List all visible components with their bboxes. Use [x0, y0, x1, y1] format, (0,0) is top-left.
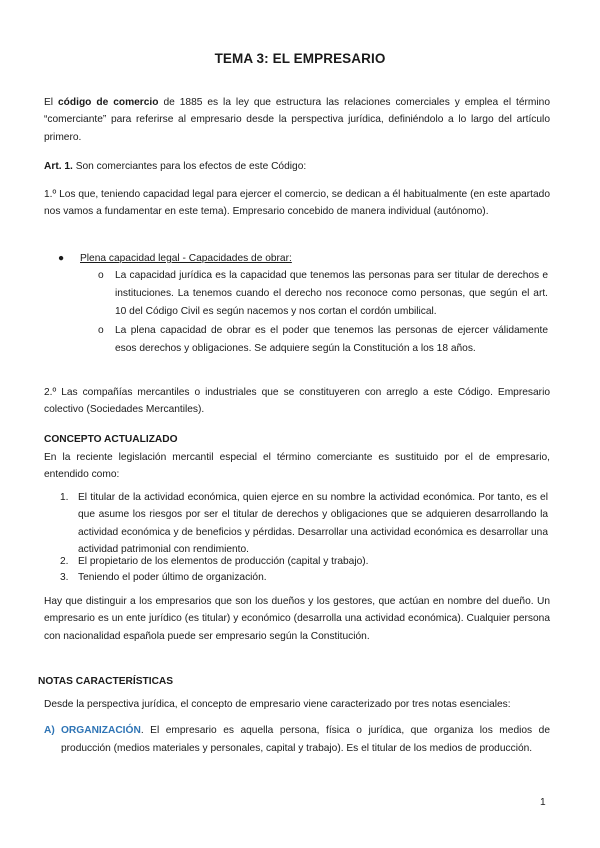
- notas-item-a-marker: A): [44, 725, 55, 736]
- point2-paragraph: 2.º Las compañías mercantiles o industriales que se constituyeren con arreglo a este Código. Empresario colectivo (Sociedades Mercantiles).: [44, 387, 550, 416]
- document-title: TEMA 3: EL EMPRESARIO: [214, 51, 386, 66]
- concepto-closing: Hay que distinguir a los empresarios que son los dueños y los gestores, que actúan en nombre del dueño. Un empresario es un ente jurídico (es titular) y económico (desarrolla una actividad económica). Cualquier persona con nacionalidad española puede ser empresario según la Constitución.: [44, 596, 550, 642]
- sub-item-text: La plena capacidad de obrar es el poder que tenemos las personas de ejercer válidamente esos derechos y obligaciones. Se adquiere según la Constitución a los 18 años.: [115, 325, 548, 355]
- concepto-intro: En la reciente legislación mercantil especial el término comerciante es sustituido por el de empresario, entendido como:: [44, 452, 550, 481]
- intro-text-end: de 1885 es la ley que estructura las relaciones comerciales y emplea el término “comerciante” para referirse al empresario desde la perspectiva jurídica, definiéndolo a lo largo del artículo primero.: [44, 97, 551, 143]
- concepto-item-number: 2.: [60, 556, 69, 567]
- concepto-item-text: Teniendo el poder último de organización.: [78, 572, 267, 583]
- art1-paragraph: [44, 158, 550, 175]
- page-number: 1: [540, 797, 546, 808]
- concepto-item-number: 1.: [60, 492, 69, 503]
- bullet-label: Plena capacidad legal - Capacidades de obrar:: [80, 253, 292, 264]
- notas-intro: Desde la perspectiva jurídica, el concepto de empresario viene caracterizado por tres notas esenciales:: [44, 699, 511, 710]
- concepto-item-number: 3.: [60, 572, 69, 583]
- art1-text: Son comerciantes para los efectos de este Código:: [72, 161, 307, 172]
- notas-item-a-keyword: ORGANIZACIÓN: [61, 725, 141, 736]
- art1-label: Art. 1.: [44, 161, 73, 172]
- notas-heading: NOTAS CARACTERÍSTICAS: [38, 676, 174, 687]
- intro-paragraph: [44, 94, 550, 146]
- intro-text-start: El: [44, 97, 59, 108]
- sub-item-marker: o: [98, 270, 104, 281]
- point1-paragraph: 1.º Los que, teniendo capacidad legal para ejercer el comercio, se dedican a él habitualmente (en este apartado nos vamos a fundamentar en este tema). Empresario concebido de manera individual (autónomo).: [44, 189, 550, 218]
- sub-item-marker: o: [98, 325, 104, 336]
- concepto-item-text: El propietario de los elementos de producción (capital y trabajo).: [78, 556, 369, 567]
- notas-item-a-text: [61, 722, 550, 758]
- sub-item-text: La capacidad jurídica es la capacidad que tenemos las personas para ser titular de derechos e instituciones. La tenemos cuando el derecho nos reconoce como personas, que según el art. 10 del Código Civil es según nacemos y nos cortan el cordón umbilical.: [115, 270, 548, 318]
- concepto-item-text: El titular de la actividad económica, quien ejerce en su nombre la actividad económica. Por tanto, es el que asume los riesgos por ser el titular de derechos y obligaciones que se adquieren desarrollando la actividad económica y de beneficios y pérdidas. Desarrollar una actividad económica es desarrollar una actividad patrimonial con rendimiento.: [78, 492, 548, 555]
- bullet-dot: ●: [58, 253, 65, 264]
- notas-item-a-body: . El empresario es aquella persona, física o jurídica, que organiza los medios de producción (medios materiales y personales, capital y trabajo). Es el titular de los medios de producción.: [61, 725, 550, 754]
- concepto-heading: CONCEPTO ACTUALIZADO: [44, 434, 178, 445]
- intro-bold-term: código de comercio: [58, 97, 159, 108]
